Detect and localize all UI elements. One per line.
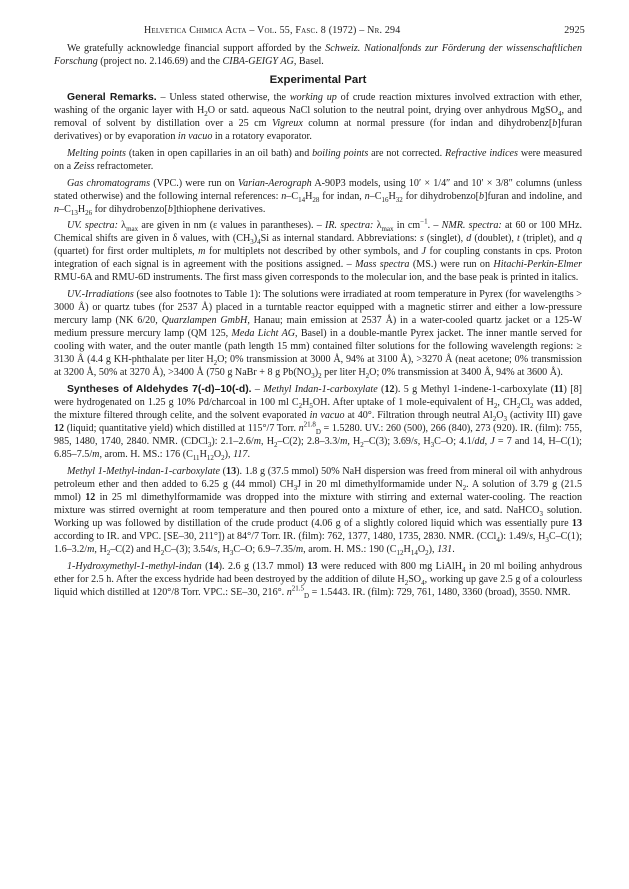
spectra-paragraph: UV. spectra: $\lambda_{max}$ are given in nm (ε values in parantheses). – IR. spectra: $\lambda_{max}$ in $cm^{-1}$. – NMR. spectra: at 60 or 100 MHz. Chemical shifts are given in δ values, with $(CH_3)_4Si$ as internal standard. Abbreviations: s (singlet), d (doublet), t (triplet), and q (quartet) for first order multiplets, m for multiplets not described by other symbols, and J for coupling constants in cps. Proton integration of each signal is in agreement with the positions assigned. – Mass spectra (MS.) were run on Hitachi-Perkin-Elmer RMU-6A and RMU-6D instruments. The first mass given corresponds to the molecular ion, and the base peak is printed in italics. xyxy=(54,217,582,284)
acknowledgement-paragraph: We gratefully acknowledge financial support afforded by the Schweiz. Nationalfonds zur Förderung der wissenschaftlichen Forschung (project no. 2.146.69) and the CIBA-GEIGY AG, Basel. xyxy=(54,43,583,68)
run-in-heading: Syntheses of Aldehydes 7(-d)–10(-d). xyxy=(67,384,252,396)
run-in-heading: General Remarks. xyxy=(67,92,157,104)
journal-citation: Helvetica Chimica Acta – Vol. 55, Fasc. 8 (1972) – Nr. 294 xyxy=(144,25,401,36)
page-number: 2925 xyxy=(564,25,585,36)
running-header xyxy=(92,24,585,38)
general-remarks-paragraph: General Remarks. – Unless stated otherwise, the working up of crude reaction mixtures involved extraction with ether, washing of the organic layer with $H_2O$ or satd. aqueous NaCl solution to the neutral point, drying over anhydrous MgSO$_4$, and removal of solvent by distillation over a 25 cm Vigreux column at normal pressure (for indan and dihydrobenz[b]furan derivatives) or by evaporation in vacuo in a rotatory evaporator. xyxy=(54,92,583,143)
syntheses-paragraph: Syntheses of Aldehydes 7(-d)–10(-d). – Methyl Indan-1-carboxylate (12). 5 g Methyl 1-indene-1-carboxylate (11) [8] were hydrogenated on 1.25 g 10% Pd/charcoal in 100 ml $C_2H_5OH$. After uptake of 1 mole-equivalent of $H_2$, $CH_2Cl_2$ was added, the mixture filtered through celite, and the solvent evaporated in vacuo at 40°. Filtration through neutral $Al_2O_3$ (activity III) gave 12 (liquid; quantitative yield) which distilled at 115°/7 Torr. $n^{21.8}_D = 1.5280$. UV.: 260 (500), 266 (840), 273 (920). IR. (film): 755, 985, 1480, 1740, 2840. NMR. (CDCl$_3$): 2.1–2.6/m, $H_2-C(2)$; 2.8–3.3/m, $H_2-C(3)$; 3.69/s, $H_3C-O$; 4.1/dd, J = 7 and 14, H–C(1); 6.85–7.5/m, arom. H. MS.: 176 $(C_{11}H_{12}O_2)$, 117. xyxy=(54,384,583,463)
methyl-carboxylate-paragraph: Methyl 1-Methyl-indan-1-carboxylate (13). 1.8 g (37.5 mmol) 50% NaH dispersion was freed from mineral oil with anhydrous petroleum ether and then added to 6.25 g (44 mmol) $CH_3J$ in 20 ml dimethylformamide under $N_2$. A solution of 3.79 g (21.5 mmol) 12 in 25 ml dimethylformamide was dropped into the mixture with stirring and external water-cooling. The reaction mixture was stirred overnight at room temperature and then poured onto a mixture of ether, ice, and satd. NaHCO$_3$ solution. Working up was followed by distillation of the crude product (4.06 g of a slightly colored liquid which was essentially pure 13 according to IR. and VPC. [SE–30, 211°]) at 84°/7 Torr. IR. (film): 762, 1377, 1480, 1735, 2830. NMR. (CCl$_4$): 1.49/s, $H_3C-C(1)$; 1.6–3.2/m, $H_2-C(2)$ and $H_2C-(3)$; 3.54/s, $H_3C-O$; 6.9–7.35/m, arom. H. MS.: 190 $(C_{12}H_{14}O_2)$, 131. xyxy=(54,465,583,558)
hydroxymethyl-paragraph: 1-Hydroxymethyl-1-methyl-indan (14). 2.6 g (13.7 mmol) 13 were reduced with 800 mg LiAlH$_4$ in 20 ml boiling anhydrous ether for 2.5 h. After the excess hydride had been destroyed by the addition of dilute $H_2SO_4$, working up gave 2.5 g of a colourless liquid which distilled at 120°/8 Torr. VPC.: SE–30, 216°. $n^{21.5}_D = 1.5443$. IR. (film): 729, 761, 1480, 3360 (broad), 3550. NMR. xyxy=(54,560,583,600)
article-body xyxy=(54,42,582,599)
melting-points-paragraph: Melting points (taken in open capillaries in an oil bath) and boiling points are not corrected. Refractive indices were measured on a Zeiss refractometer. xyxy=(54,147,582,172)
section-title: Experimental Part xyxy=(269,74,367,87)
uv-irradiations-paragraph: UV.-Irradiations (see also footnotes to Table 1): The solutions were irradiated at room temperature in Pyrex (for wavelengths > 3000 Å) or quartz tubes (for 2537 Å) placed in a turntable reactor equipped with a magnetic stirrer and either a low-pressure mercury lamp (NK 6/20, Quarzlampen GmbH, Hanau; main emission at 2537 Å) in a water-cooled quartz jacket or a 125-W medium pressure mercury lamp (QM 125, Meda Licht AG, Basel) in a double-mantle Pyrex jacket. The inner mantle served for cooling with water, and the outer mantle (path length 15 mm) contained filter solutions for the following wavelength regions: ≥ 3130 Å (4.4 g KH-phthalate per liter $H_2O$; 0% transmission at 3000 Å, 94% at 3100 Å), >3270 Å (neat acetone; 0% transmission at 3200 Å, 50% at 3270 Å), >3400 Å (750 g NaBr + 8 g $Pb(NO_3)_2$ per liter $H_2O$; 0% transmission at 3400 Å, 94% at 3600 Å). xyxy=(54,289,582,381)
gas-chromatograms-paragraph: Gas chromatograms (VPC.) were run on Varian-Aerograph A-90P3 models, using 10′ × 1/4″ and 10′ × 3/8″ columns (unless stated otherwise) and the following internal references: $n-C_{14}H_{28}$ for indan, $n-C_{16}H_{32}$ for dihydrobenzo[b]furan and indoline, and $n-C_{13}H_{26}$ for dihydrobenzo[b]thiophene derivatives. xyxy=(54,177,583,217)
